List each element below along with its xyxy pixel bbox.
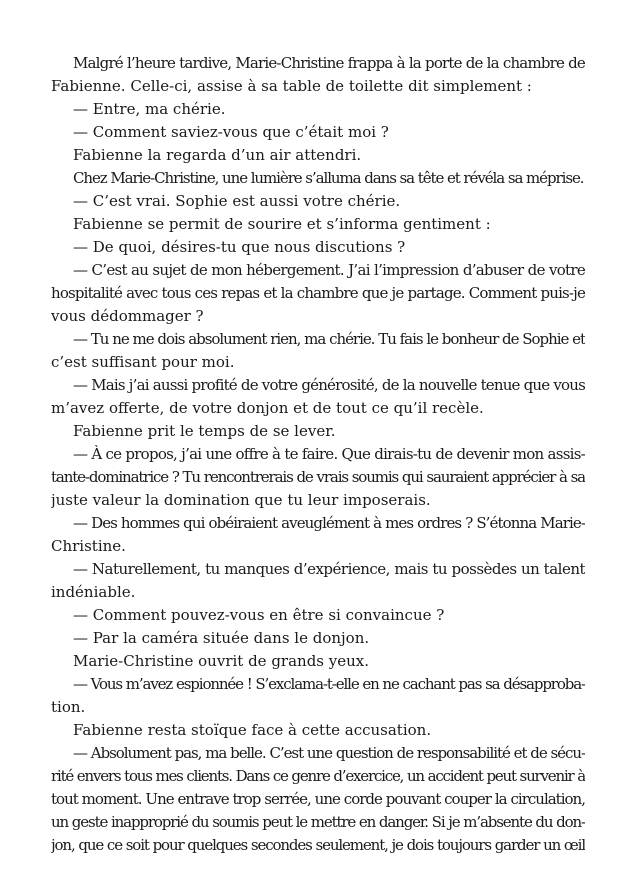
text-line: hospitalité avec tous ces repas et la chambre que je partage. Comment puis-je (51, 284, 585, 302)
text-line: Christine. (51, 537, 126, 555)
text-line: — Comment pouvez-vous en être si convaincue ? (73, 606, 445, 624)
text-line: tante-dominatrice ? Tu rencontrerais de vrais soumis qui sauraient apprécier à sa (51, 468, 585, 486)
text-line: — C’est au sujet de mon hébergement. J’ai l’impression d’abuser de votre (73, 261, 585, 279)
text-line: Fabienne. Celle-ci, assise à sa table de toilette dit simplement : (51, 77, 532, 95)
body-text (51, 52, 585, 857)
text-line: Fabienne resta stoïque face à cette accusation. (73, 721, 432, 739)
text-line: Marie-Christine ouvrit de grands yeux. (73, 652, 370, 670)
text-line: — Vous m’avez espionnée ! S’exclama-t-elle en ne cachant pas sa désapproba- (73, 675, 585, 693)
text-line: tout moment. Une entrave trop serrée, une corde pouvant couper la circulation, (51, 790, 585, 808)
text-line: vous dédommager ? (51, 307, 204, 325)
text-line: juste valeur la domination que tu leur imposerais. (51, 491, 431, 509)
text-line: c’est suffisant pour moi. (51, 353, 235, 371)
text-line: — Naturellement, tu manques d’expérience, mais tu possèdes un talent (73, 560, 585, 578)
text-line: Fabienne se permit de sourire et s’informa gentiment : (73, 215, 491, 233)
text-line: — Mais j’ai aussi profité de votre générosité, de la nouvelle tenue que vous (73, 376, 585, 394)
text-line: indéniable. (51, 583, 136, 601)
text-line: — De quoi, désires-tu que nous discutions ? (73, 238, 406, 256)
text-line: Chez Marie-Christine, une lumière s’alluma dans sa tête et révéla sa méprise. (73, 169, 584, 187)
text-line: Fabienne prit le temps de se lever. (73, 422, 336, 440)
text-line: jon, que ce soit pour quelques secondes seulement, je dois toujours garder un œil (51, 836, 585, 854)
text-line: un geste inapproprié du soumis peut le mettre en danger. Si je m’absente du don- (51, 813, 585, 831)
text-line: — À ce propos, j’ai une offre à te faire. Que dirais-tu de devenir mon assis- (73, 445, 585, 463)
text-line: — C’est vrai. Sophie est aussi votre chérie. (73, 192, 401, 210)
text-line: m’avez offerte, de votre donjon et de tout ce qu’il recèle. (51, 399, 484, 417)
text-line: — Absolument pas, ma belle. C’est une question de responsabilité et de sécu- (73, 744, 585, 762)
text-line: — Comment saviez-vous que c’était moi ? (73, 123, 389, 141)
text-line: Fabienne la regarda d’un air attendri. (73, 146, 362, 164)
text-line: — Entre, ma chérie. (73, 100, 226, 118)
text-line: tion. (51, 698, 86, 716)
text-line: — Des hommes qui obéiraient aveuglément à mes ordres ? S’étonna Marie- (73, 514, 585, 532)
text-line: rité envers tous mes clients. Dans ce genre d’exercice, un accident peut survenir à (51, 767, 585, 785)
text-line: Malgré l’heure tardive, Marie-Christine frappa à la porte de la chambre de (73, 54, 585, 72)
text-line: — Par la caméra située dans le donjon. (73, 629, 370, 647)
text-line: — Tu ne me dois absolument rien, ma chérie. Tu fais le bonheur de Sophie et (73, 330, 585, 348)
